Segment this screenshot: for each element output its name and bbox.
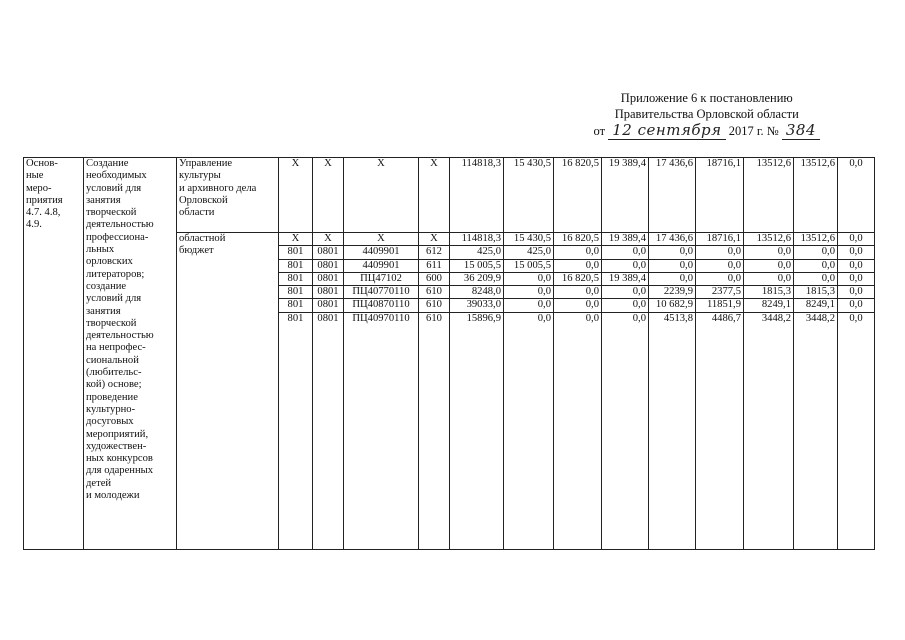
table-cell: 0,0	[602, 246, 649, 259]
table-cell: 39033,0	[450, 299, 504, 312]
table-cell: 801	[279, 286, 313, 299]
table-cell: 0801	[313, 246, 344, 259]
table-cell: X	[419, 233, 450, 246]
table-cell: 0,0	[602, 299, 649, 312]
header-line-2: Правительства Орловской области	[614, 107, 799, 121]
table-cell: 0,0	[504, 286, 554, 299]
executor-value-cell: 16 820,5	[554, 158, 602, 233]
table-cell: 0,0	[838, 233, 875, 246]
table-cell: 0,0	[649, 259, 696, 272]
table-cell: 0,0	[744, 246, 794, 259]
executor-value-cell: X	[344, 158, 419, 233]
header-line-1: Приложение 6 к постановлению	[620, 91, 793, 105]
table-cell: 0801	[313, 259, 344, 272]
table-cell: 612	[419, 246, 450, 259]
table-cell: 0,0	[838, 312, 875, 549]
table-cell: ПЦ40870110	[344, 299, 419, 312]
table-cell: 610	[419, 312, 450, 549]
table-cell: 610	[419, 299, 450, 312]
executor-value-cell: 18716,1	[696, 158, 744, 233]
table-cell: 0,0	[838, 272, 875, 285]
table-cell: 0,0	[744, 259, 794, 272]
table-cell: X	[279, 233, 313, 246]
table-cell: 610	[419, 286, 450, 299]
table-cell: 801	[279, 246, 313, 259]
table-cell: 0,0	[649, 246, 696, 259]
table-cell: 0,0	[554, 246, 602, 259]
table-cell: 0,0	[696, 246, 744, 259]
table-cell: 36 209,9	[450, 272, 504, 285]
table-cell: 0,0	[554, 259, 602, 272]
table-cell: 801	[279, 312, 313, 549]
table-cell: 13512,6	[794, 233, 838, 246]
executor-value-cell: 19 389,4	[602, 158, 649, 233]
table-row-executor	[24, 158, 875, 233]
header-date-line	[594, 122, 820, 139]
table-cell: 16 820,5	[554, 233, 602, 246]
table-cell: 801	[279, 299, 313, 312]
table-cell: 15896,9	[450, 312, 504, 549]
table-cell: X	[344, 233, 419, 246]
table-cell: 600	[419, 272, 450, 285]
budget-label-cell: областной бюджет	[177, 233, 279, 550]
table-cell: 425,0	[504, 246, 554, 259]
handwritten-date: 12 сентября	[608, 121, 725, 140]
document-header	[594, 90, 820, 139]
table-cell: 15 005,5	[504, 259, 554, 272]
table-cell: 15 005,5	[450, 259, 504, 272]
table-cell: 19 389,4	[602, 233, 649, 246]
measure-number-cell: Основ- ные меро- приятия 4.7. 4.8, 4.9.	[24, 158, 84, 550]
measure-description-cell: Создание необходимых условий для занятия творческой деятельностью профессиона- льных орловских литераторов; создание условий для занятия творческой деятельностью на непрофес- сиональной (любительс- кой) основе; проведение культурно- досуговых мероприятий, художествен- ных конкурсов для одаренных детей и молодежи	[84, 158, 177, 550]
table-cell: 2239,9	[649, 286, 696, 299]
executor-value-cell: 13512,6	[794, 158, 838, 233]
table-cell: 0,0	[838, 286, 875, 299]
table-cell: 8249,1	[794, 299, 838, 312]
executor-value-cell: X	[419, 158, 450, 233]
table-cell: 0801	[313, 286, 344, 299]
table-cell: 0,0	[696, 259, 744, 272]
table-cell: 0,0	[794, 272, 838, 285]
table-cell: 0,0	[504, 272, 554, 285]
date-prefix: от	[593, 124, 606, 138]
table-cell: 1815,3	[744, 286, 794, 299]
table-cell: 801	[279, 259, 313, 272]
table-cell: 4409901	[344, 259, 419, 272]
table-cell: 11851,9	[696, 299, 744, 312]
table-cell: X	[313, 233, 344, 246]
table-cell: ПЦ40970110	[344, 312, 419, 549]
table-cell: 16 820,5	[554, 272, 602, 285]
table-cell: 0801	[313, 299, 344, 312]
table-cell: 4486,7	[696, 312, 744, 549]
budget-table	[23, 157, 875, 550]
table-cell: ПЦ47102	[344, 272, 419, 285]
table-cell: 2377,5	[696, 286, 744, 299]
table-cell: 0,0	[602, 286, 649, 299]
table-cell: 0,0	[838, 259, 875, 272]
year-suffix: 2017 г. №	[728, 124, 779, 138]
table-cell: 0,0	[504, 312, 554, 549]
table-cell: 8248,0	[450, 286, 504, 299]
table-cell: 801	[279, 272, 313, 285]
executor-cell: Управление культуры и архивного дела Орловской области	[177, 158, 279, 233]
table-cell: 0,0	[649, 272, 696, 285]
executor-value-cell: 15 430,5	[504, 158, 554, 233]
executor-value-cell: X	[279, 158, 313, 233]
table-cell: 0,0	[602, 312, 649, 549]
executor-value-cell: 17 436,6	[649, 158, 696, 233]
table-cell: 114818,3	[450, 233, 504, 246]
table-cell: 0,0	[696, 272, 744, 285]
table-cell: 4513,8	[649, 312, 696, 549]
table-cell: 0,0	[602, 259, 649, 272]
table-cell: 0,0	[794, 259, 838, 272]
table-cell: 0,0	[554, 286, 602, 299]
executor-value-cell: 114818,3	[450, 158, 504, 233]
table-cell: 15 430,5	[504, 233, 554, 246]
table-cell: 0,0	[554, 312, 602, 549]
table-cell: 0,0	[794, 246, 838, 259]
executor-value-cell: 13512,6	[744, 158, 794, 233]
table-cell: 0801	[313, 312, 344, 549]
table-cell: 19 389,4	[602, 272, 649, 285]
executor-value-cell: 0,0	[838, 158, 875, 233]
table-cell: 0,0	[838, 299, 875, 312]
table-cell: 13512,6	[744, 233, 794, 246]
handwritten-number: 384	[782, 121, 820, 140]
table-cell: 0801	[313, 272, 344, 285]
table-cell: 18716,1	[696, 233, 744, 246]
table-cell: 3448,2	[744, 312, 794, 549]
table-cell: 8249,1	[744, 299, 794, 312]
table-cell: 1815,3	[794, 286, 838, 299]
table-cell: ПЦ40770110	[344, 286, 419, 299]
table-cell: 0,0	[838, 246, 875, 259]
table-cell: 0,0	[554, 299, 602, 312]
table-cell: 425,0	[450, 246, 504, 259]
table-cell: 17 436,6	[649, 233, 696, 246]
executor-value-cell: X	[313, 158, 344, 233]
table-cell: 0,0	[504, 299, 554, 312]
table-cell: 611	[419, 259, 450, 272]
table-cell: 4409901	[344, 246, 419, 259]
table-cell: 0,0	[744, 272, 794, 285]
table-cell: 10 682,9	[649, 299, 696, 312]
table-cell: 3448,2	[794, 312, 838, 549]
